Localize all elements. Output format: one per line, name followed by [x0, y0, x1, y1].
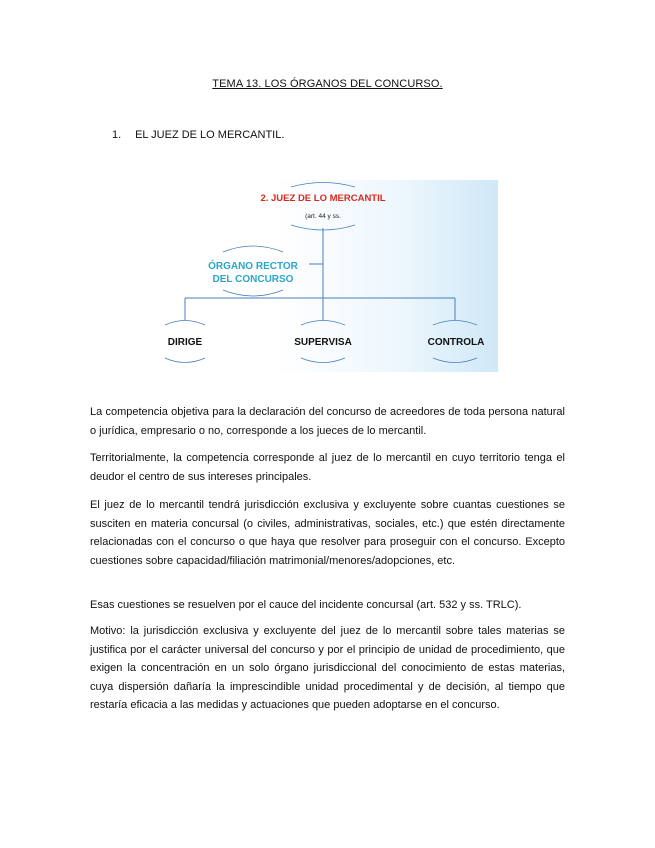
- section-label: EL JUEZ DE LO MERCANTIL.: [135, 129, 285, 141]
- node-supervisa: SUPERVISA: [294, 337, 352, 348]
- paragraph-motivo: Motivo: la jurisdicción exclusiva y excluyente del juez de lo mercantil sobre tales materias se justifica por el carácter universal del concurso y por el principio de unidad de procedimiento, que exigen la concentración en un solo órgano jurisdiccional del conocimiento de estas materias, cuya dispersión dañaría la imprescindible unidad procedimental y de decisión, al tiempo que restaría eficacia a las medidas y actuaciones que pueden adoptarse en el concurso.: [90, 625, 565, 711]
- middle-label-line1: ÓRGANO RECTOR: [208, 261, 298, 272]
- top-box-subtitle: (art. 44 y ss.: [305, 213, 341, 220]
- paragraph-competencia-objetiva: La competencia objetiva para la declaración del concurso de acreedores de toda persona natural o jurídica, empresario o no, corresponde a los jueces de lo mercantil.: [90, 406, 565, 437]
- document-title: TEMA 13. LOS ÓRGANOS DEL CONCURSO.: [212, 78, 443, 90]
- paragraph-incidente-concursal: Esas cuestiones se resuelven por el cauce del incidente concursal (art. 532 y ss. TRLC).: [90, 599, 522, 611]
- section-heading: [112, 129, 284, 141]
- top-box-title: 2. JUEZ DE LO MERCANTIL: [260, 193, 386, 204]
- middle-label-line2: DEL CONCURSO: [212, 274, 294, 285]
- node-controla: CONTROLA: [427, 337, 485, 348]
- paragraph-territorial: Territorialmente, la competencia corresponde al juez de lo mercantil en cuyo territorio tenga el deudor el centro de sus intereses principales.: [90, 452, 565, 483]
- org-diagram: [153, 180, 498, 372]
- paragraph-jurisdiccion-exclusiva: El juez de lo mercantil tendrá jurisdicción exclusiva y excluyente sobre cuantas cuestiones se susciten en materia concursal (o civiles, administrativas, sociales, etc.) que estén directamente relacionadas con el concurso o que haya que resolver para proseguir con el concurso. Excepto cuestiones sobre capacidad/filiación matrimonial/menores/adopciones, etc.: [90, 499, 565, 567]
- node-dirige: DIRIGE: [167, 337, 203, 348]
- section-number: 1.: [112, 129, 122, 141]
